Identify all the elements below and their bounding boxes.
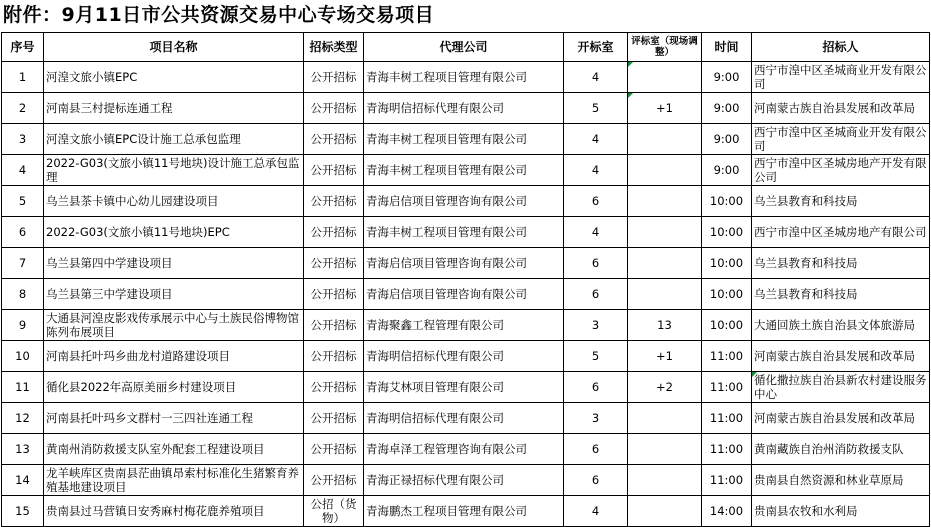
cell-tenderer: 河南蒙古族自治县发展和改革局 bbox=[752, 93, 930, 124]
cell-no: 14 bbox=[2, 465, 44, 496]
cell-eval-room bbox=[628, 465, 702, 496]
cell-tenderer: 大通回族土族自治县文体旅游局 bbox=[752, 310, 930, 341]
cell-agent: 青海卓泽工程管理咨询有限公司 bbox=[364, 434, 564, 465]
cell-time: 11:00 bbox=[702, 434, 752, 465]
cell-agent: 青海丰树工程项目管理有限公司 bbox=[364, 217, 564, 248]
cell-agent: 青海丰树工程项目管理有限公司 bbox=[364, 62, 564, 93]
cell-time: 9:00 bbox=[702, 62, 752, 93]
cell-bid-room: 4 bbox=[564, 124, 628, 155]
cell-agent: 青海启信项目管理咨询有限公司 bbox=[364, 186, 564, 217]
cell-eval-room: +1 bbox=[628, 341, 702, 372]
page-title: 附件：9月11日市公共资源交易中心专场交易项目 bbox=[3, 4, 435, 26]
cell-tenderer: 黄南藏族自治州消防救援支队 bbox=[752, 434, 930, 465]
cell-bid-room: 6 bbox=[564, 434, 628, 465]
cell-project-name: 河湟文旅小镇EPC bbox=[44, 62, 304, 93]
cell-no: 3 bbox=[2, 124, 44, 155]
table-row bbox=[2, 403, 930, 434]
cell-tender-type: 公开招标 bbox=[304, 465, 364, 496]
cell-no: 10 bbox=[2, 341, 44, 372]
cell-time: 10:00 bbox=[702, 248, 752, 279]
header-project-name: 项目名称 bbox=[44, 33, 304, 62]
cell-time: 10:00 bbox=[702, 310, 752, 341]
cell-agent: 青海丰树工程项目管理有限公司 bbox=[364, 155, 564, 186]
cell-bid-room: 5 bbox=[564, 341, 628, 372]
cell-time: 9:00 bbox=[702, 124, 752, 155]
table-row bbox=[2, 341, 930, 372]
cell-tenderer: 西宁市湟中区圣城房地产开发有限公司 bbox=[752, 155, 930, 186]
cell-tender-type: 公招（货物） bbox=[304, 496, 364, 527]
cell-tender-type: 公开招标 bbox=[304, 341, 364, 372]
cell-project-name: 大通县河湟皮影戏传承展示中心与土族民俗博物馆陈列布展项目 bbox=[44, 310, 304, 341]
cell-tender-type: 公开招标 bbox=[304, 62, 364, 93]
table-row bbox=[2, 310, 930, 341]
table-row bbox=[2, 124, 930, 155]
cell-no: 12 bbox=[2, 403, 44, 434]
cell-tenderer: 贵南县农牧和水利局 bbox=[752, 496, 930, 527]
cell-project-name: 河南县三村提标连通工程 bbox=[44, 93, 304, 124]
cell-tenderer: 乌兰县教育和科技局 bbox=[752, 279, 930, 310]
cell-tenderer: 西宁市湟中区圣城商业开发有限公司 bbox=[752, 124, 930, 155]
cell-no: 11 bbox=[2, 372, 44, 403]
cell-no: 6 bbox=[2, 217, 44, 248]
cell-bid-room: 6 bbox=[564, 279, 628, 310]
cell-tender-type: 公开招标 bbox=[304, 279, 364, 310]
cell-tender-type: 公开招标 bbox=[304, 186, 364, 217]
cell-tenderer: 贵南县自然资源和林业草原局 bbox=[752, 465, 930, 496]
table-row bbox=[2, 186, 930, 217]
cell-project-name: 乌兰县茶卡镇中心幼儿园建设项目 bbox=[44, 186, 304, 217]
cell-no: 1 bbox=[2, 62, 44, 93]
cell-eval-room: +1 bbox=[628, 93, 702, 124]
cell-time: 11:00 bbox=[702, 341, 752, 372]
cell-project-name: 乌兰县第四中学建设项目 bbox=[44, 248, 304, 279]
cell-tenderer: 河南蒙古族自治县发展和改革局 bbox=[752, 403, 930, 434]
cell-tender-type: 公开招标 bbox=[304, 434, 364, 465]
cell-tender-type: 公开招标 bbox=[304, 217, 364, 248]
cell-eval-room bbox=[628, 186, 702, 217]
cell-no: 2 bbox=[2, 93, 44, 124]
cell-project-name: 龙羊峡库区贵南县茫曲镇昂索村标准化生猪繁育养殖基地建设项目 bbox=[44, 465, 304, 496]
cell-time: 10:00 bbox=[702, 279, 752, 310]
cell-eval-room bbox=[628, 279, 702, 310]
cell-agent: 青海鹏杰工程项目管理有限公司 bbox=[364, 496, 564, 527]
table-row bbox=[2, 496, 930, 527]
cell-bid-room: 4 bbox=[564, 496, 628, 527]
cell-tenderer: 乌兰县教育和科技局 bbox=[752, 248, 930, 279]
table-row bbox=[2, 279, 930, 310]
cell-tender-type: 公开招标 bbox=[304, 310, 364, 341]
cell-project-name: 2022-G03(文旅小镇11号地块)EPC bbox=[44, 217, 304, 248]
cell-bid-room: 3 bbox=[564, 403, 628, 434]
cell-tender-type: 公开招标 bbox=[304, 124, 364, 155]
cell-no: 7 bbox=[2, 248, 44, 279]
cell-tender-type: 公开招标 bbox=[304, 155, 364, 186]
cell-no: 13 bbox=[2, 434, 44, 465]
cell-agent: 青海明信招标代理有限公司 bbox=[364, 341, 564, 372]
cell-agent: 青海丰树工程项目管理有限公司 bbox=[364, 124, 564, 155]
header-tender-type: 招标类型 bbox=[304, 33, 364, 62]
cell-time: 11:00 bbox=[702, 403, 752, 434]
cell-project-name: 河南县托叶玛乡曲龙村道路建设项目 bbox=[44, 341, 304, 372]
cell-eval-room bbox=[628, 496, 702, 527]
cell-eval-room bbox=[628, 62, 702, 93]
cell-no: 5 bbox=[2, 186, 44, 217]
cell-tenderer: 河南蒙古族自治县发展和改革局 bbox=[752, 341, 930, 372]
cell-bid-room: 6 bbox=[564, 186, 628, 217]
cell-agent: 青海启信项目管理咨询有限公司 bbox=[364, 279, 564, 310]
cell-bid-room: 6 bbox=[564, 465, 628, 496]
table-row bbox=[2, 248, 930, 279]
header-tenderer: 招标人 bbox=[752, 33, 930, 62]
cell-agent: 青海聚鑫工程管理有限公司 bbox=[364, 310, 564, 341]
cell-tender-type: 公开招标 bbox=[304, 93, 364, 124]
cell-time: 9:00 bbox=[702, 93, 752, 124]
table-row bbox=[2, 155, 930, 186]
cell-eval-room bbox=[628, 248, 702, 279]
header-no: 序号 bbox=[2, 33, 44, 62]
cell-bid-room: 4 bbox=[564, 62, 628, 93]
cell-tenderer: 乌兰县教育和科技局 bbox=[752, 186, 930, 217]
cell-no: 8 bbox=[2, 279, 44, 310]
cell-time: 9:00 bbox=[702, 155, 752, 186]
cell-project-name: 循化县2022年高原美丽乡村建设项目 bbox=[44, 372, 304, 403]
cell-time: 14:00 bbox=[702, 496, 752, 527]
cell-no: 15 bbox=[2, 496, 44, 527]
cell-agent: 青海明信招标代理有限公司 bbox=[364, 403, 564, 434]
cell-bid-room: 3 bbox=[564, 310, 628, 341]
cell-eval-room bbox=[628, 217, 702, 248]
cell-bid-room: 6 bbox=[564, 248, 628, 279]
cell-agent: 青海明信招标代理有限公司 bbox=[364, 93, 564, 124]
header-eval-room: 评标室（现场调整） bbox=[628, 33, 702, 62]
table-row bbox=[2, 93, 930, 124]
table-row bbox=[2, 465, 930, 496]
cell-eval-room bbox=[628, 124, 702, 155]
cell-tender-type: 公开招标 bbox=[304, 372, 364, 403]
cell-time: 11:00 bbox=[702, 372, 752, 403]
cell-bid-room: 6 bbox=[564, 372, 628, 403]
cell-agent: 青海正禄招标代理有限公司 bbox=[364, 465, 564, 496]
cell-agent: 青海启信项目管理咨询有限公司 bbox=[364, 248, 564, 279]
cell-no: 4 bbox=[2, 155, 44, 186]
cell-project-name: 贵南县过马营镇日安秀麻村梅花鹿养殖项目 bbox=[44, 496, 304, 527]
header-agent: 代理公司 bbox=[364, 33, 564, 62]
cell-project-name: 河南县托叶玛乡文群村一三四社连通工程 bbox=[44, 403, 304, 434]
cell-eval-room bbox=[628, 155, 702, 186]
cell-bid-room: 5 bbox=[564, 93, 628, 124]
cell-eval-room bbox=[628, 434, 702, 465]
header-bid-room: 开标室 bbox=[564, 33, 628, 62]
cell-tenderer: 西宁市湟中区圣城商业开发有限公司 bbox=[752, 62, 930, 93]
cell-project-name: 黄南州消防救援支队室外配套工程建设项目 bbox=[44, 434, 304, 465]
cell-eval-room: 13 bbox=[628, 310, 702, 341]
table-header-row bbox=[2, 33, 930, 62]
project-table bbox=[1, 32, 930, 527]
cell-time: 10:00 bbox=[702, 217, 752, 248]
table-row bbox=[2, 62, 930, 93]
cell-eval-room bbox=[628, 403, 702, 434]
cell-time: 11:00 bbox=[702, 465, 752, 496]
cell-agent: 青海艾林项目管理有限公司 bbox=[364, 372, 564, 403]
cell-bid-room: 4 bbox=[564, 217, 628, 248]
cell-eval-room: +2 bbox=[628, 372, 702, 403]
cell-tender-type: 公开招标 bbox=[304, 403, 364, 434]
cell-bid-room: 4 bbox=[564, 155, 628, 186]
cell-project-name: 河湟文旅小镇EPC设计施工总承包监理 bbox=[44, 124, 304, 155]
table-row bbox=[2, 372, 930, 403]
cell-time: 10:00 bbox=[702, 186, 752, 217]
cell-project-name: 2022-G03(文旅小镇11号地块)设计施工总承包监理 bbox=[44, 155, 304, 186]
cell-no: 9 bbox=[2, 310, 44, 341]
header-time: 时间 bbox=[702, 33, 752, 62]
cell-project-name: 乌兰县第三中学建设项目 bbox=[44, 279, 304, 310]
cell-tenderer: 西宁市湟中区圣城房地产有限公司 bbox=[752, 217, 930, 248]
table-row bbox=[2, 434, 930, 465]
table-row bbox=[2, 217, 930, 248]
cell-tenderer: 循化撒拉族自治县新农村建设服务中心 bbox=[752, 372, 930, 403]
cell-tender-type: 公开招标 bbox=[304, 248, 364, 279]
